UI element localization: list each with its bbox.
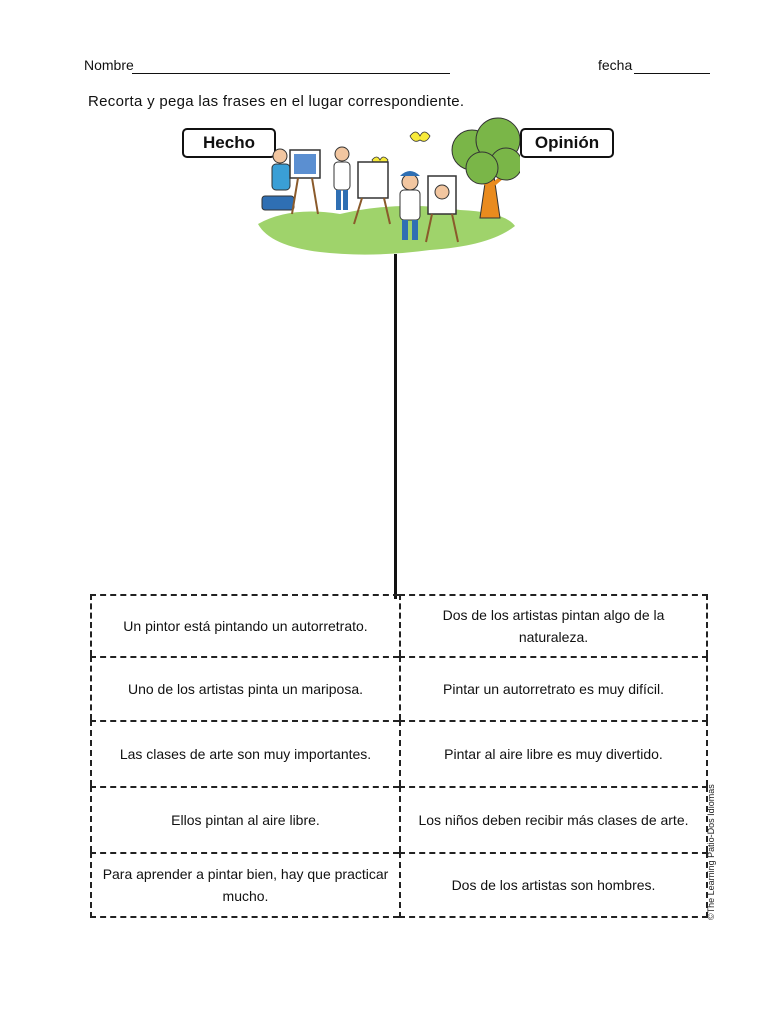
category-hecho-box: Hecho <box>182 128 276 158</box>
date-field[interactable] <box>634 73 710 74</box>
phrase-card[interactable]: Un pintor está pintando un autorretrato. <box>90 594 399 656</box>
instruction-text: Recorta y pega las frases en el lugar correspondiente. <box>88 93 465 110</box>
phrase-card[interactable]: Pintar un autorretrato es muy difícil. <box>399 656 708 720</box>
name-label: Nombre <box>84 57 134 73</box>
phrase-card[interactable]: Para aprender a pintar bien, hay que practicar mucho. <box>90 852 399 918</box>
phrase-card[interactable]: Dos de los artistas pintan algo de la naturaleza. <box>399 594 708 656</box>
phrase-card[interactable]: Las clases de arte son muy importantes. <box>90 720 399 786</box>
phrase-card[interactable]: Los niños deben recibir más clases de arte. <box>399 786 708 852</box>
phrase-card[interactable]: Ellos pintan al aire libre. <box>90 786 399 852</box>
category-opinion-box: Opinión <box>520 128 614 158</box>
copyright-credit: ©The Learning Patio-Dos Idiomas <box>706 784 716 920</box>
phrase-card[interactable]: Dos de los artistas son hombres. <box>399 852 708 918</box>
phrase-grid <box>90 594 708 918</box>
center-divider <box>394 254 397 599</box>
phrase-card[interactable]: Pintar al aire libre es muy divertido. <box>399 720 708 786</box>
name-field[interactable] <box>132 73 450 74</box>
phrase-card[interactable]: Uno de los artistas pinta un mariposa. <box>90 656 399 720</box>
painters-scene-icon <box>250 114 520 260</box>
date-label: fecha <box>598 57 633 73</box>
